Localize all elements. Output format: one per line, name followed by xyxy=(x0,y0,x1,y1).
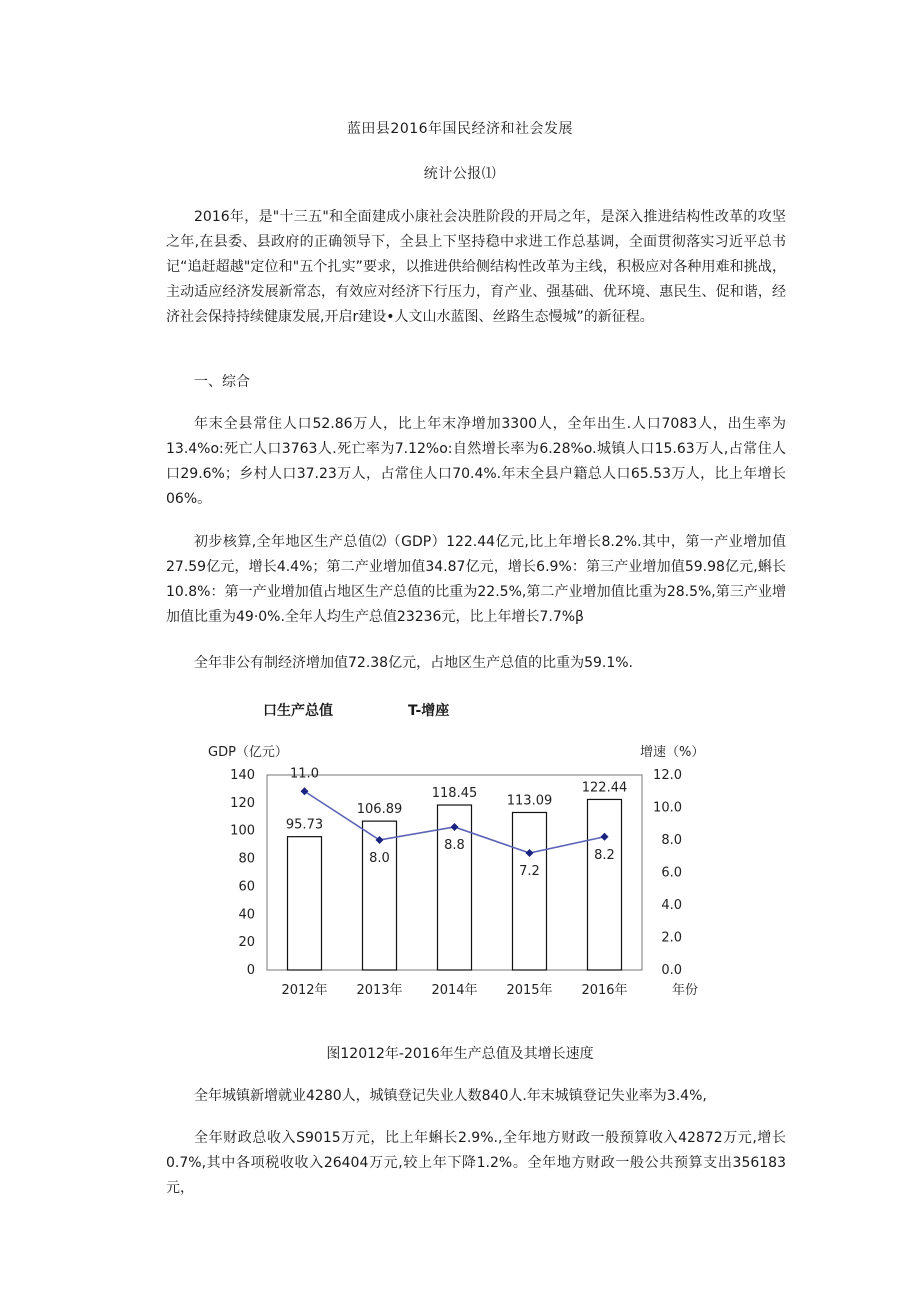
legend-gdp xyxy=(263,700,333,720)
figure-caption: 图12012年-2016年生产总值及其增长速度 xyxy=(326,1046,594,1062)
section-heading-general: 一、综合 xyxy=(194,374,250,390)
right-tick-label: 10.0 xyxy=(653,800,682,816)
gdp-bar-label: 106.89 xyxy=(356,802,403,818)
legend-growth xyxy=(408,700,449,720)
gdp-bar-label: 113.09 xyxy=(506,793,553,809)
non-public-economy-paragraph: 全年非公有制经济增加值72.38亿元，占地区生产总值的比重为59.1%. xyxy=(194,655,634,671)
employment-paragraph: 全年城镇新增就业4280人，城镇登记失业人数840人.年末城镇登记失业率为3.4%, xyxy=(194,1088,707,1104)
left-tick-label: 40 xyxy=(238,907,255,923)
left-tick-label: 120 xyxy=(230,795,255,811)
growth-marker xyxy=(301,787,309,795)
growth-label: 8.0 xyxy=(369,851,390,866)
right-tick-label: 4.0 xyxy=(661,898,682,913)
right-tick-label: 12.0 xyxy=(653,768,682,783)
right-tick-label: 6.0 xyxy=(661,865,682,881)
gdp-bar xyxy=(588,799,622,970)
x-tick-label: 2015年 xyxy=(506,983,553,998)
right-tick-label: 8.0 xyxy=(661,833,682,848)
population-paragraph: 年末全县常住人口52.86万人，比上年末净增加3300人，全年出生.人口7083人，出生率为13.4%o:死亡人口3763人.死亡率为7.12%o:自然增长率为6.28%o.城镇人口15.63万人,占常住人口29.6%；乡村人口37.23万人，占常住人口70.4%.年末全县户籍总人口65.53万人，比上年增长06%。 xyxy=(166,416,786,507)
intro-paragraph: 2016年，是"十三五"和全面建成小康社会决胜阶段的开局之年，是深入推进结构性改革的攻坚之年,在县委、县政府的正确领导下，全县上下坚持稳中求进工作总基调，全面贯彻落实习近平总书记“追赶超越"定位和"五个扎实”要求，以推进供给侧结构性改革为主线，积极应对各种用难和挑战，主动适应经济发展新常态，有效应对经济下行压力，育产业、强基础、优环境、惠民生、促和谐，经济社会保持持续健康发展,开启r建设•人文山水蓝图、丝路生态慢城”的新征程。 xyxy=(166,209,786,325)
gdp-paragraph: 初步核算,全年地区生产总值⑵（GDP）122.44亿元,比上年增长8.2%.其中，第一产业增加值27.59亿元，增长4.4%；第二产业增加值34.87亿元，增长6.9%：第三产业增加值59.98亿元,蝌长10.8%：第一产业增加值占地区生产总值的比重为22.5%,第二产业增加值比重为28.5%,第三产业增加值比重为49·0%.全年人均生产总值23236元，比上年增长7.7%β xyxy=(166,534,786,625)
x-tick-label: 2016年 xyxy=(581,983,628,998)
x-tick-label: 2013年 xyxy=(356,983,403,998)
right-axis-title: 增速（%） xyxy=(640,745,705,760)
gdp-bar xyxy=(513,812,547,970)
left-tick-label: 20 xyxy=(238,935,255,951)
growth-label: 8.2 xyxy=(594,847,615,863)
right-tick-label: 2.0 xyxy=(661,930,682,946)
left-tick-label: 60 xyxy=(238,879,255,895)
growth-label: 8.8 xyxy=(444,838,465,853)
growth-label: 7.2 xyxy=(519,864,540,879)
x-tick-label: 2014年 xyxy=(431,983,478,998)
finance-paragraph: 全年财政总收入S9015万元，比上年蝌长2.9%.,全年地方财政一般预算收入42872万元,增长0.7%,其中各项税收收入26404万元,较上年下降1.2%。全年地方财政一般公共预算支出356183元， xyxy=(166,1130,786,1196)
gdp-bar-label: 122.44 xyxy=(581,780,628,796)
gdp-bar-label: 95.73 xyxy=(285,817,324,833)
left-axis-ticks xyxy=(230,768,255,978)
growth-label: 11.0 xyxy=(290,766,319,782)
gdp-bar-label: 118.45 xyxy=(431,786,478,802)
left-tick-label: 140 xyxy=(230,768,255,783)
x-axis-ticks xyxy=(281,982,627,998)
report-subtitle: 统计公报⑴ xyxy=(423,166,497,182)
left-tick-label: 0 xyxy=(246,963,255,978)
gdp-growth-chart xyxy=(200,735,720,1000)
legend-growth-label: T-增座 xyxy=(408,703,450,719)
right-axis-ticks xyxy=(653,768,682,978)
x-tick-label: 2012年 xyxy=(281,983,328,998)
right-tick-label: 0.0 xyxy=(661,963,682,978)
gdp-bar xyxy=(288,837,322,970)
x-axis-title: 年份 xyxy=(672,983,699,998)
left-tick-label: 100 xyxy=(230,823,255,839)
report-title: 蓝田县2016年国民经济和社会发展 xyxy=(346,121,574,137)
left-axis-title: GDP（亿元） xyxy=(208,745,288,760)
left-tick-label: 80 xyxy=(238,851,255,867)
legend-gdp-label: 口生产总值 xyxy=(263,703,333,719)
